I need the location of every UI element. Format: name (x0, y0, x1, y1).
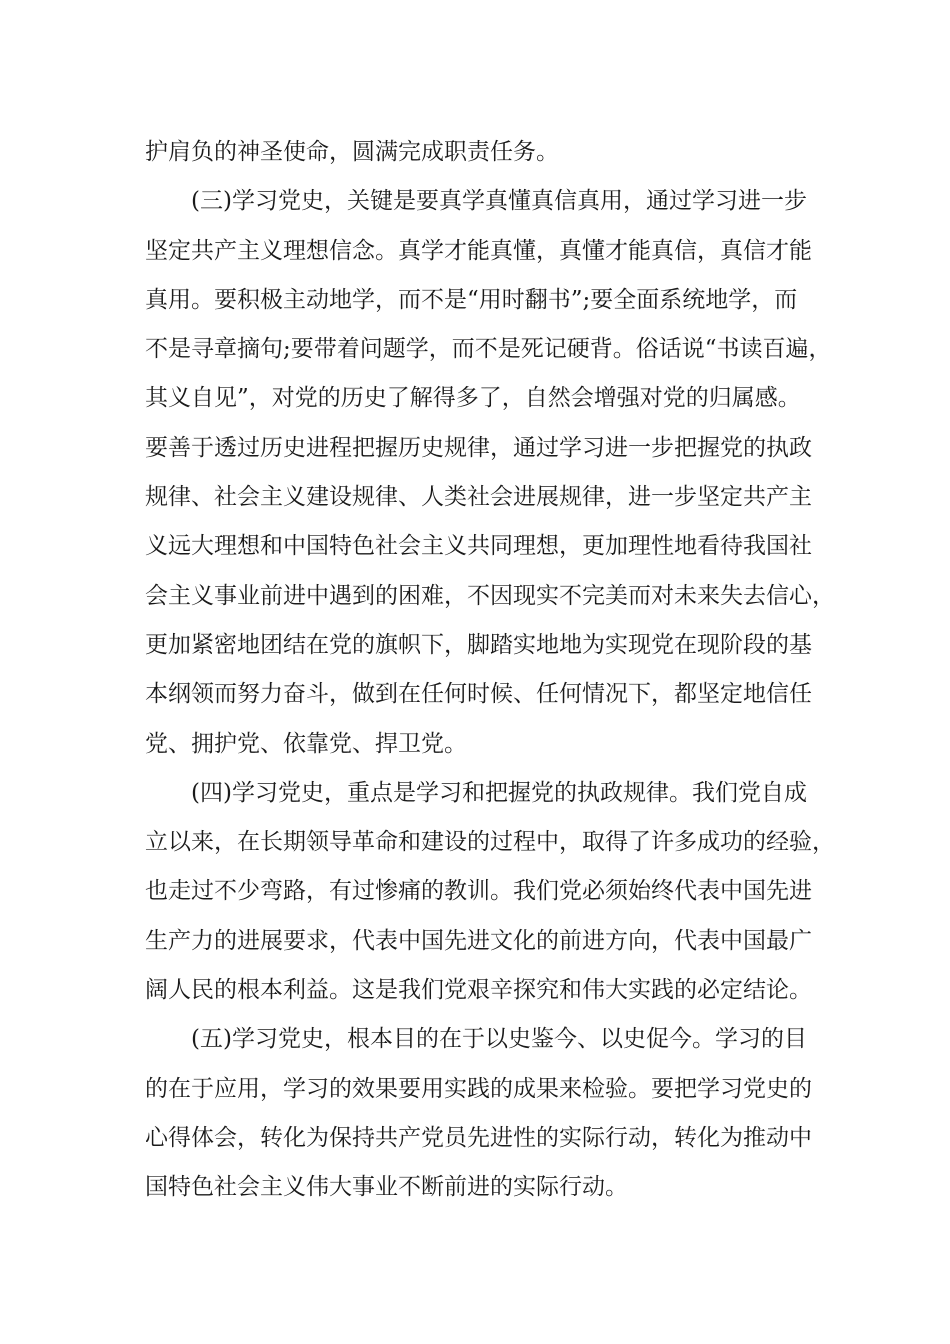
text-line: 规律、社会主义建设规律、人类社会进展规律，进一步坚定共产主 (145, 484, 812, 511)
text-line: (三)学习党史，关键是要真学真懂真信真用，通过学习进一步 (145, 188, 807, 215)
text-line: 阔人民的根本利益。这是我们党艰辛探究和伟大实践的必定结论。 (145, 977, 812, 1004)
text-line: 也走过不少弯路，有过惨痛的教训。我们党必须始终代表中国先进 (145, 878, 812, 905)
text-line: 坚定共产主义理想信念。真学才能真懂，真懂才能真信，真信才能 (145, 237, 812, 264)
text-line: 更加紧密地团结在党的旗帜下，脚踏实地地为实现党在现阶段的基 (145, 631, 812, 658)
text-line: 立以来，在长期领导革命和建设的过程中，取得了许多成功的经验， (145, 829, 835, 856)
body-text (145, 128, 835, 1213)
text-line: (五)学习党史，根本目的在于以史鉴今、以史促今。学习的目 (145, 1026, 807, 1053)
text-line: 会主义事业前进中遇到的困难，不因现实不完美而对未来失去信心， (145, 582, 835, 609)
text-line: 义远大理想和中国特色社会主义共同理想，更加理性地看待我国社 (145, 533, 812, 560)
text-line: 国特色社会主义伟大事业不断前进的实际行动。 (145, 1174, 628, 1201)
text-line: 心得体会，转化为保持共产党员先进性的实际行动，转化为推动中 (145, 1124, 812, 1151)
text-line: 其义自见”，对党的历史了解得多了，自然会增强对党的归属感。 (145, 385, 801, 412)
text-line: 党、拥护党、依靠党、捍卫党。 (145, 730, 467, 757)
text-line: (四)学习党史，重点是学习和把握党的执政规律。我们党自成 (145, 779, 807, 806)
text-line: 真用。要积极主动地学，而不是“用时翻书”;要全面系统地学，而 (145, 286, 798, 313)
text-line: 要善于透过历史进程把握历史规律，通过学习进一步把握党的执政 (145, 434, 812, 461)
text-line: 生产力的进展要求，代表中国先进文化的前进方向，代表中国最广 (145, 927, 812, 954)
text-line: 的在于应用，学习的效果要用实践的成果来检验。要把学习党史的 (145, 1075, 812, 1102)
text-line: 不是寻章摘句;要带着问题学，而不是死记硬背。俗话说“书读百遍， (145, 336, 832, 363)
text-line: 本纲领而努力奋斗，做到在任何时候、任何情况下，都坚定地信任 (145, 681, 812, 708)
text-line: 护肩负的神圣使命，圆满完成职责任务。 (145, 139, 559, 165)
